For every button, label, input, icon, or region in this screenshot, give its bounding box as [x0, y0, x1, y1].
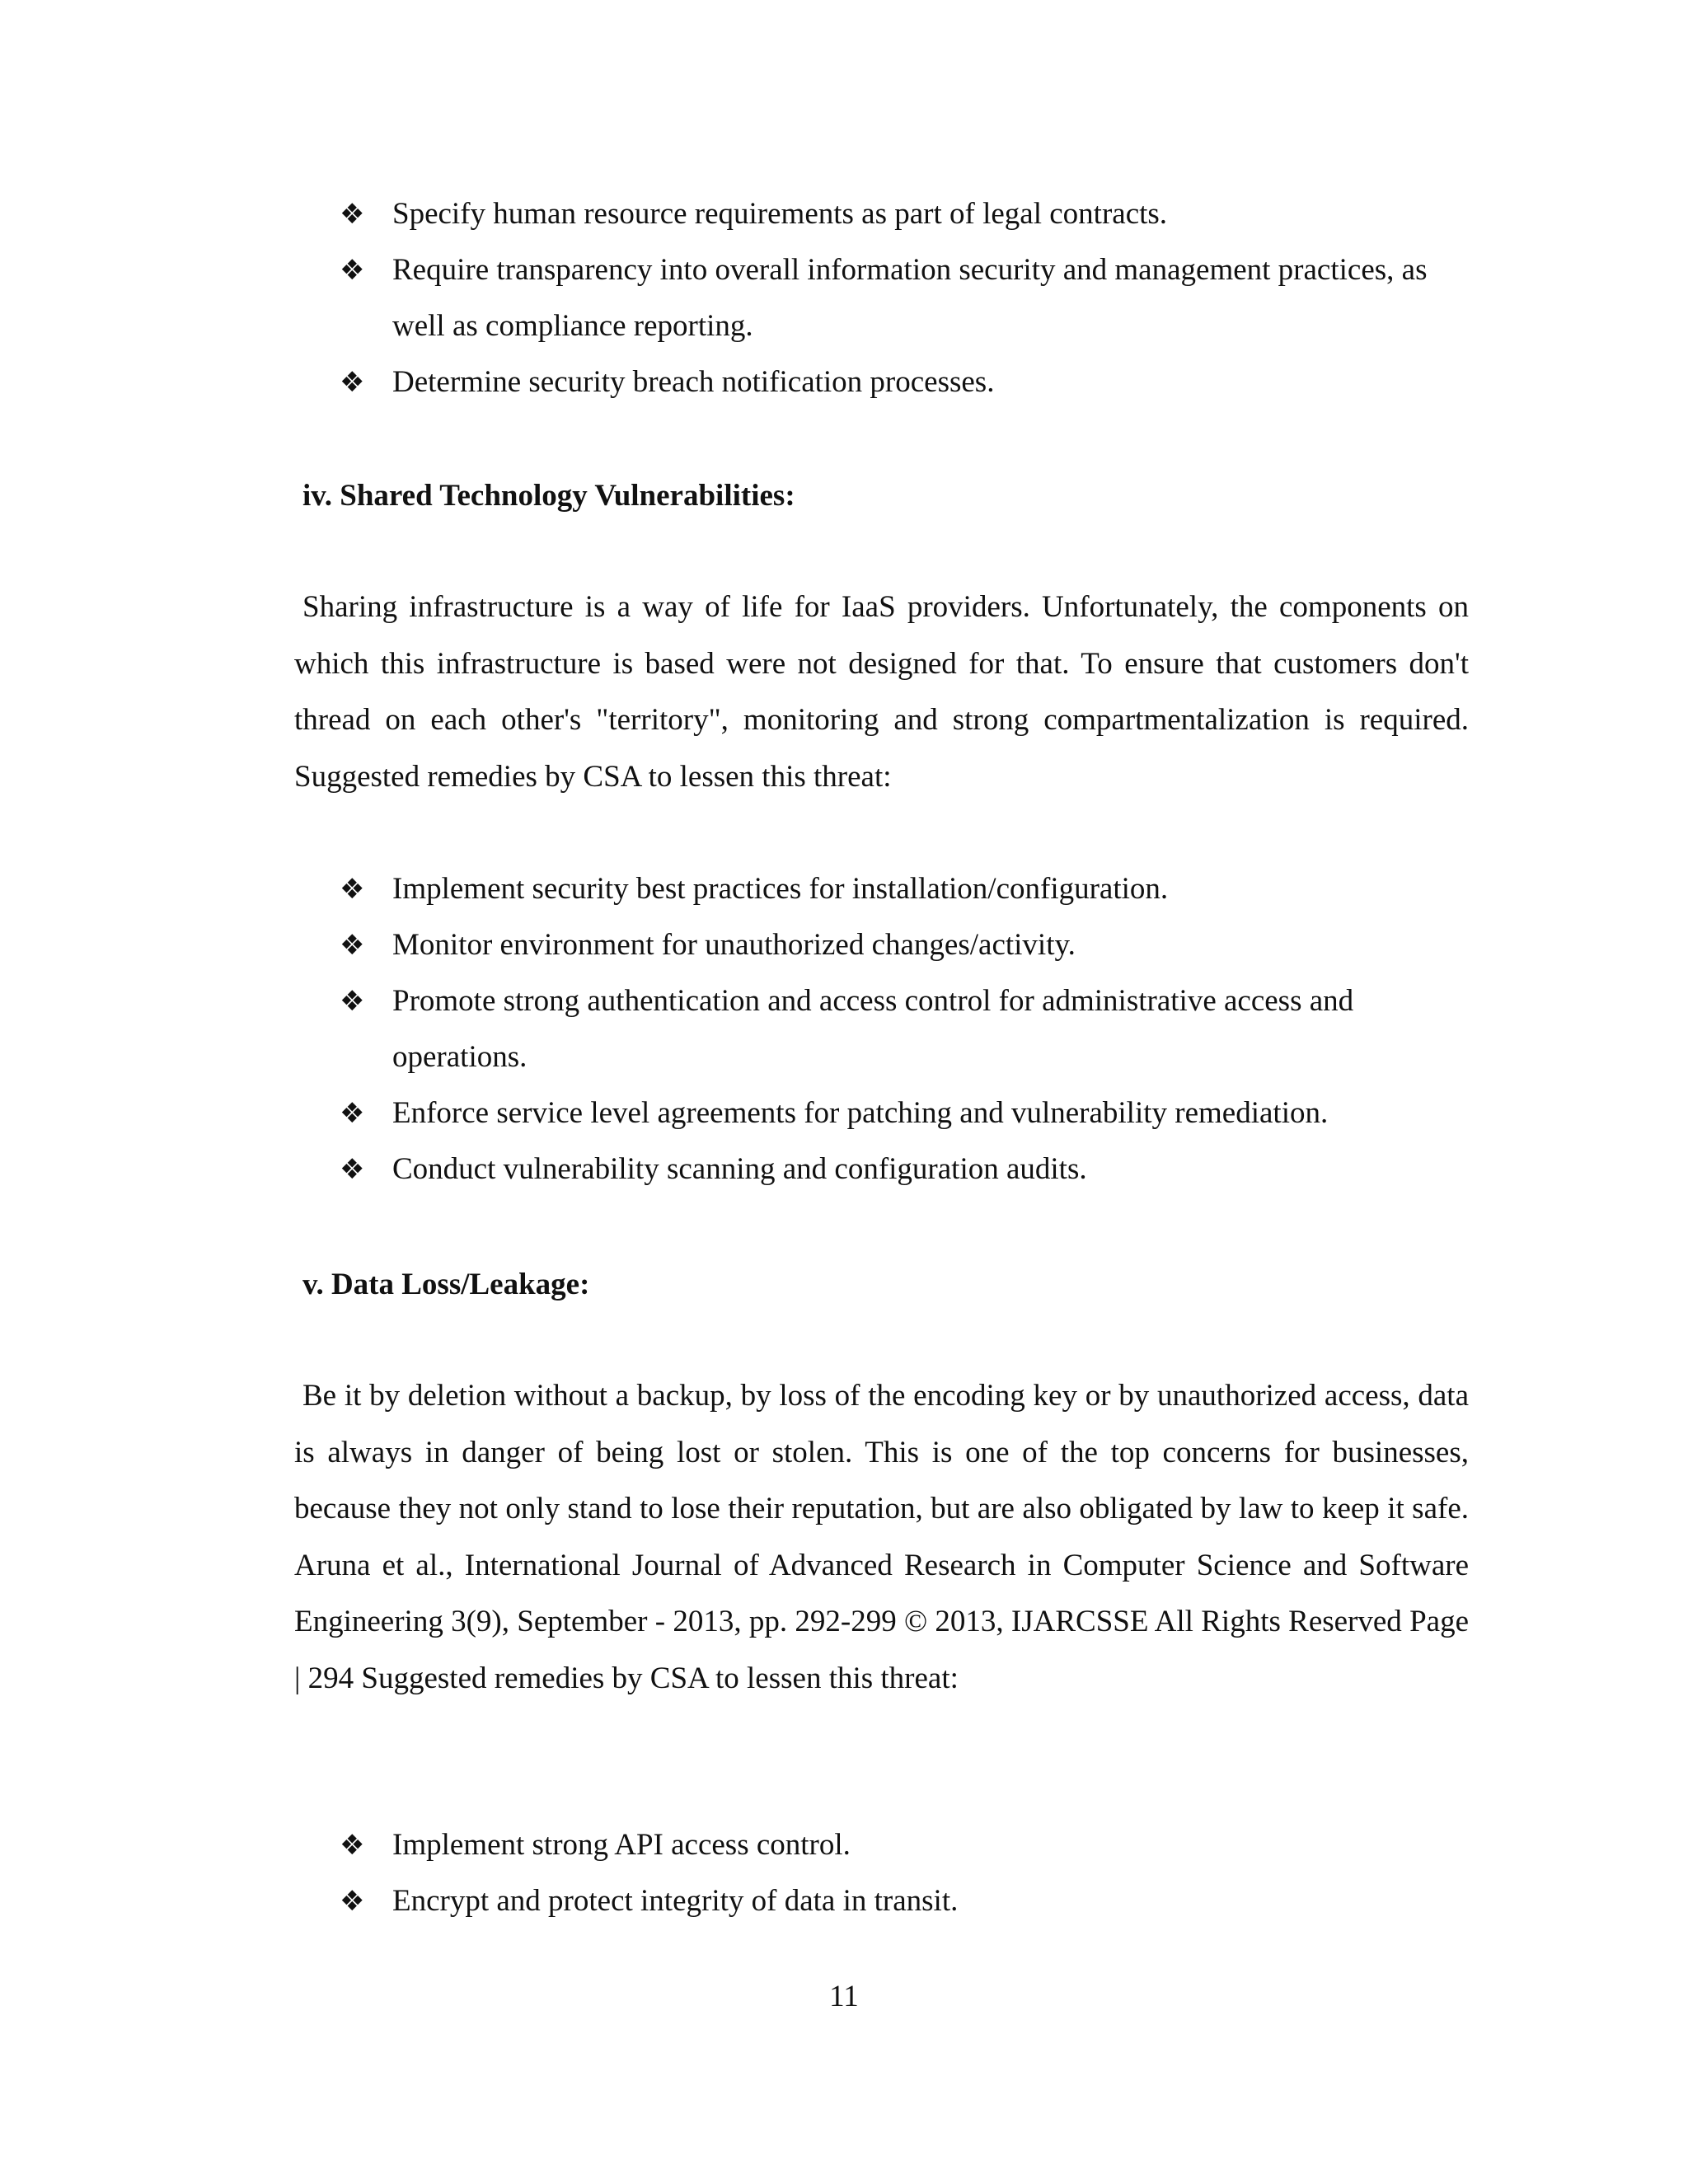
list-item-text: Promote strong authentication and access control for administrative access and operations.	[392, 984, 1354, 1074]
list-item	[340, 1141, 1477, 1197]
list-item-text: Specify human resource requirements as part of legal contracts.	[392, 197, 1168, 231]
list-item-text: Monitor environment for unauthorized changes/activity.	[392, 928, 1076, 962]
diamond-bullet-icon: ❖	[340, 873, 365, 906]
diamond-bullet-icon: ❖	[340, 198, 365, 231]
list-item	[340, 186, 1477, 242]
list-item	[340, 917, 1477, 973]
list-item-text: Require transparency into overall information security and management practices, as well as compliance reporting.	[392, 253, 1428, 343]
section-heading-data-loss: v. Data Loss/Leakage:	[302, 1268, 590, 1301]
list-item-text: Determine security breach notification processes.	[392, 365, 995, 399]
diamond-bullet-icon: ❖	[340, 1885, 365, 1918]
list-item	[340, 1085, 1477, 1141]
diamond-bullet-icon: ❖	[340, 1153, 365, 1186]
list-item-text: Implement security best practices for installation/configuration.	[392, 872, 1169, 906]
diamond-bullet-icon: ❖	[340, 1097, 365, 1130]
list-item	[340, 354, 1477, 410]
list-item	[340, 242, 1477, 354]
list-item-text: Conduct vulnerability scanning and configuration audits.	[392, 1152, 1087, 1186]
paragraph-data-loss: Be it by deletion without a backup, by loss of the encoding key or by unauthorized access, data is always in danger of being lost or stolen. This is one of the top concerns for businesses, because they not only stand to lose their reputation, but are also obligated by law to keep it safe. Aruna et al., International Journal of Advanced Research in Computer Science and Software Engineering 3(9), September - 2013, pp. 292-299 © 2013, IJARCSSE All Rights Reserved Page | 294 Suggested remedies by CSA to lessen this threat:	[294, 1379, 1469, 1695]
bullet-list-data-loss-remedies	[340, 1817, 1477, 1929]
paragraph-shared-technology: Sharing infrastructure is a way of life for IaaS providers. Unfortunately, the components on which this infrastructure is based were not designed for that. To ensure that customers don't thread on each other's "territory", monitoring and strong compartmentalization is required. Suggested remedies by CSA to lessen this threat:	[294, 590, 1469, 794]
diamond-bullet-icon: ❖	[340, 985, 365, 1018]
diamond-bullet-icon: ❖	[340, 1829, 365, 1862]
list-item	[340, 973, 1477, 1085]
diamond-bullet-icon: ❖	[340, 929, 365, 962]
section-heading-shared-technology: iv. Shared Technology Vulnerabilities:	[302, 479, 795, 513]
list-item	[340, 861, 1477, 917]
list-item-text: Implement strong API access control.	[392, 1828, 851, 1862]
list-item-text: Encrypt and protect integrity of data in transit.	[392, 1884, 959, 1918]
bullet-list-contract-requirements	[340, 186, 1477, 410]
bullet-list-shared-technology-remedies	[340, 861, 1477, 1197]
list-item	[340, 1817, 1477, 1873]
list-item	[340, 1873, 1477, 1929]
page-number: 11	[829, 1980, 859, 2013]
diamond-bullet-icon: ❖	[340, 254, 365, 287]
diamond-bullet-icon: ❖	[340, 366, 365, 399]
list-item-text: Enforce service level agreements for patching and vulnerability remediation.	[392, 1096, 1329, 1130]
